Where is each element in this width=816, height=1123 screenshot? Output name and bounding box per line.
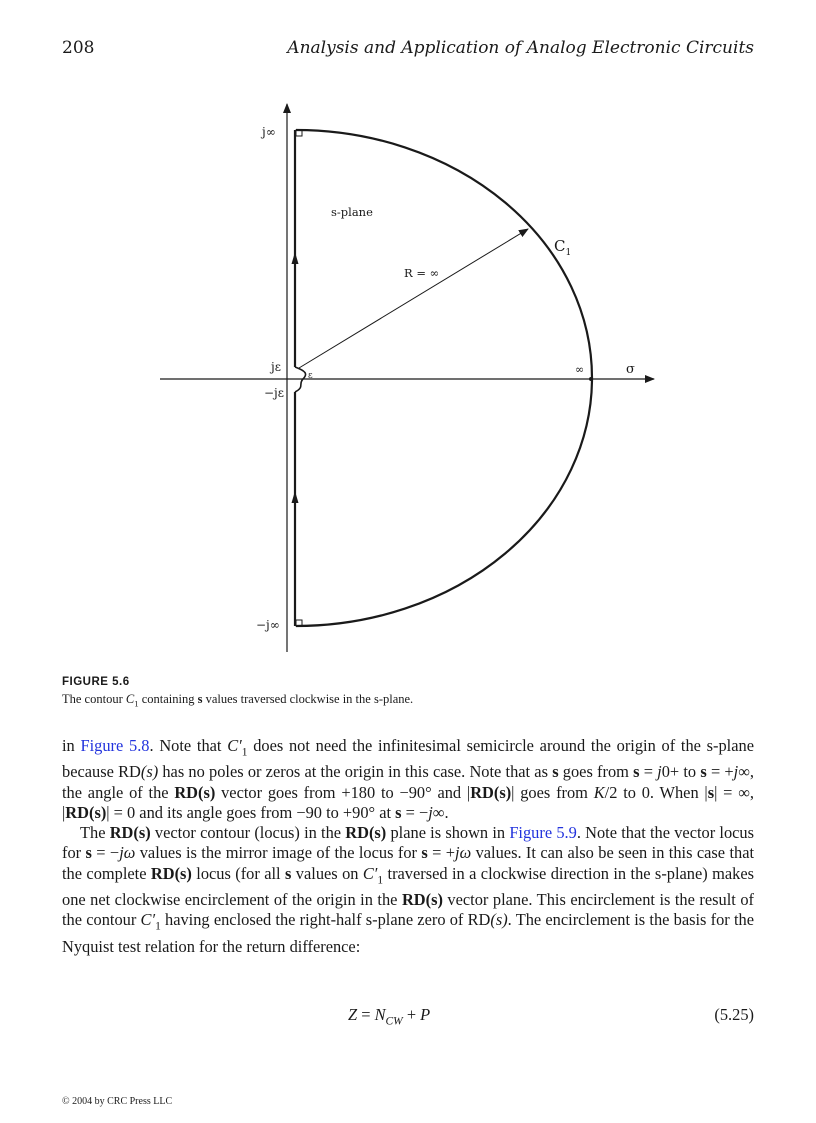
label-sigma: σ <box>626 362 635 377</box>
figure-caption: The contour $C_1$ containing s values traversed clockwise in the s-plane. <box>62 692 414 709</box>
label-j-epsilon: jε <box>271 360 281 374</box>
figure-5-8-link[interactable]: Figure 5.8 <box>80 736 150 755</box>
paragraph-2: The RD(s) vector contour (locus) in the RD(s) plane is shown in Figure 5.9. Note that the vector locus for s = −jω values is the mirror image of the locus for s = +jω values. It can also be seen in this case that the complete RD(s) locus (for all s values on $C'_1$ traversed in a clockwise direction in the s-plane) makes one net clockwise encirclement of the origin in the RD(s) vector plane. This encirclement is the result of the contour $C'_1$ having enclosed the right-half s-plane zero of RD(s). The encirclement is the basis for the Nyquist test relation for the return difference: <box>62 823 755 956</box>
label-s-plane: s-plane <box>331 205 373 219</box>
body-text <box>62 736 754 957</box>
label-neg-j-infinity: −j∞ <box>256 618 280 632</box>
direction-arrow-upper <box>292 252 299 264</box>
equation-5-25 <box>62 1005 754 1029</box>
running-title: Analysis and Application of Analog Electronic Circuits <box>287 38 754 58</box>
infinity-point <box>589 377 593 381</box>
figure-5-9-link[interactable]: Figure 5.9 <box>509 823 577 843</box>
label-infinity-real: ∞ <box>575 363 585 376</box>
label-contour-c1: $C_1$ <box>554 237 572 258</box>
copyright-notice: © 2004 by CRC Press LLC <box>62 1096 173 1107</box>
label-radius: R = ∞ <box>404 266 440 280</box>
direction-arrow-lower <box>292 491 299 503</box>
figure-label: FIGURE 5.6 <box>62 676 130 688</box>
equation-number: (5.25) <box>714 1005 754 1024</box>
radius-vector <box>299 229 528 368</box>
label-neg-j-epsilon: −jε <box>264 386 284 400</box>
page-number: 208 <box>62 38 95 58</box>
label-j-infinity: j∞ <box>262 125 276 139</box>
paragraph-1: in Figure 5.8. Note that $C'_1$ does not need the infinitesimal semicircle around the origin of the s-plane because RD(s) has no poles or zeros at the origin in this case. Note that as s goes from s = j0+ to s = +j∞, the angle of the RD(s) vector goes from +180 to −90° and |RD(s)| goes from K/2 to 0. When |s| = ∞, |RD(s)| = 0 and its angle goes from −90 to +90° at s = −j∞. <box>62 736 754 822</box>
label-epsilon: ε <box>308 371 313 381</box>
equation-body: $Z = N_{CW} + P$ <box>348 1005 431 1028</box>
